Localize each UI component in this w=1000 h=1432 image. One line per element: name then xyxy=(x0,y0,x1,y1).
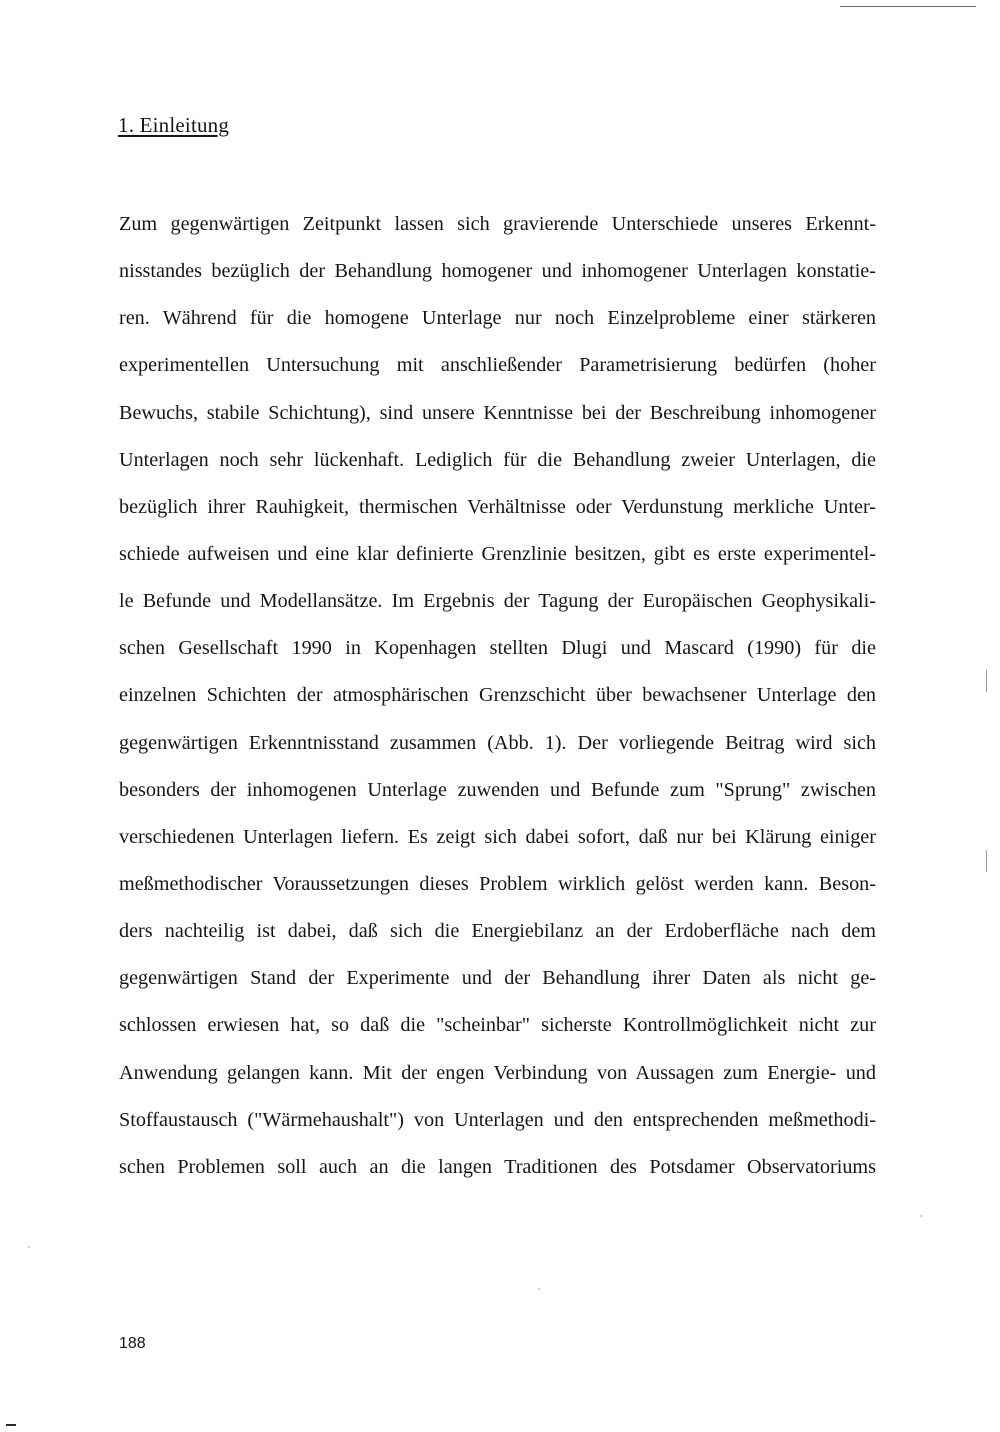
scan-edge-rule xyxy=(840,6,976,7)
paragraph-line: meßmethodischer Voraussetzungen dieses Problem wirklich gelöst werden kann. Beson- xyxy=(119,872,876,895)
paragraph-line: einzelnen Schichten der atmosphärischen Grenzschicht über bewachsener Unterlage den xyxy=(119,684,876,707)
paragraph-line: Stoffaustausch ("Wärmehaushalt") von Unterlagen und den entsprechenden meßmethodi- xyxy=(119,1108,876,1131)
paragraph-line: schen Problemen soll auch an die langen Traditionen des Potsdamer Observatoriums xyxy=(119,1155,876,1178)
paragraph-line: nisstandes bezüglich der Behandlung homogener und inhomogener Unterlagen konstatie- xyxy=(119,260,876,283)
margin-mark xyxy=(986,850,987,872)
paragraph-line: Anwendung gelangen kann. Mit der engen Verbindung von Aussagen zum Energie- und xyxy=(119,1061,876,1084)
scan-speck xyxy=(538,1288,540,1290)
body-paragraph xyxy=(119,205,876,1195)
paragraph-line: schiede aufweisen und eine klar definierte Grenzlinie besitzen, gibt es erste experimentel- xyxy=(119,542,876,565)
paragraph-line: gegenwärtigen Erkenntnisstand zusammen (Abb. 1). Der vorliegende Beitrag wird sich xyxy=(119,731,876,754)
scan-speck xyxy=(28,1246,30,1248)
section-heading: 1. Einleitung xyxy=(118,113,230,137)
paragraph-line: gegenwärtigen Stand der Experimente und der Behandlung ihrer Daten als nicht ge- xyxy=(119,967,876,990)
page-number: 188 xyxy=(119,1335,146,1352)
paragraph-line: ren. Während für die homogene Unterlage nur noch Einzelprobleme einer stärkeren xyxy=(119,307,876,330)
paragraph-line: schlossen erwiesen hat, so daß die "scheinbar" sicherste Kontrollmöglichkeit nicht zur xyxy=(119,1014,876,1037)
paragraph-line: ders nachteilig ist dabei, daß sich die Energiebilanz an der Erdoberfläche nach dem xyxy=(119,920,876,943)
paragraph-line: experimentellen Untersuchung mit anschließender Parametrisierung bedürfen (hoher xyxy=(119,354,876,377)
paragraph-line: Unterlagen noch sehr lückenhaft. Lediglich für die Behandlung zweier Unterlagen, die xyxy=(119,448,876,471)
paragraph-line: Bewuchs, stabile Schichtung), sind unsere Kenntnisse bei der Beschreibung inhomogener xyxy=(119,401,876,424)
scan-edge-tick xyxy=(6,1424,16,1426)
paragraph-line: besonders der inhomogenen Unterlage zuwenden und Befunde zum "Sprung" zwischen xyxy=(119,778,876,801)
paragraph-line: bezüglich ihrer Rauhigkeit, thermischen Verhältnisse oder Verdunstung merkliche Unter- xyxy=(119,495,876,518)
paragraph-line: schen Gesellschaft 1990 in Kopenhagen stellten Dlugi und Mascard (1990) für die xyxy=(119,637,876,660)
margin-mark xyxy=(986,670,987,692)
paragraph-line: le Befunde und Modellansätze. Im Ergebnis der Tagung der Europäischen Geophysikali- xyxy=(119,590,876,613)
scan-speck xyxy=(920,1215,922,1217)
paragraph-line: verschiedenen Unterlagen liefern. Es zeigt sich dabei sofort, daß nur bei Klärung einiger xyxy=(119,825,876,848)
paragraph-line: Zum gegenwärtigen Zeitpunkt lassen sich gravierende Unterschiede unseres Erkennt- xyxy=(119,213,876,235)
